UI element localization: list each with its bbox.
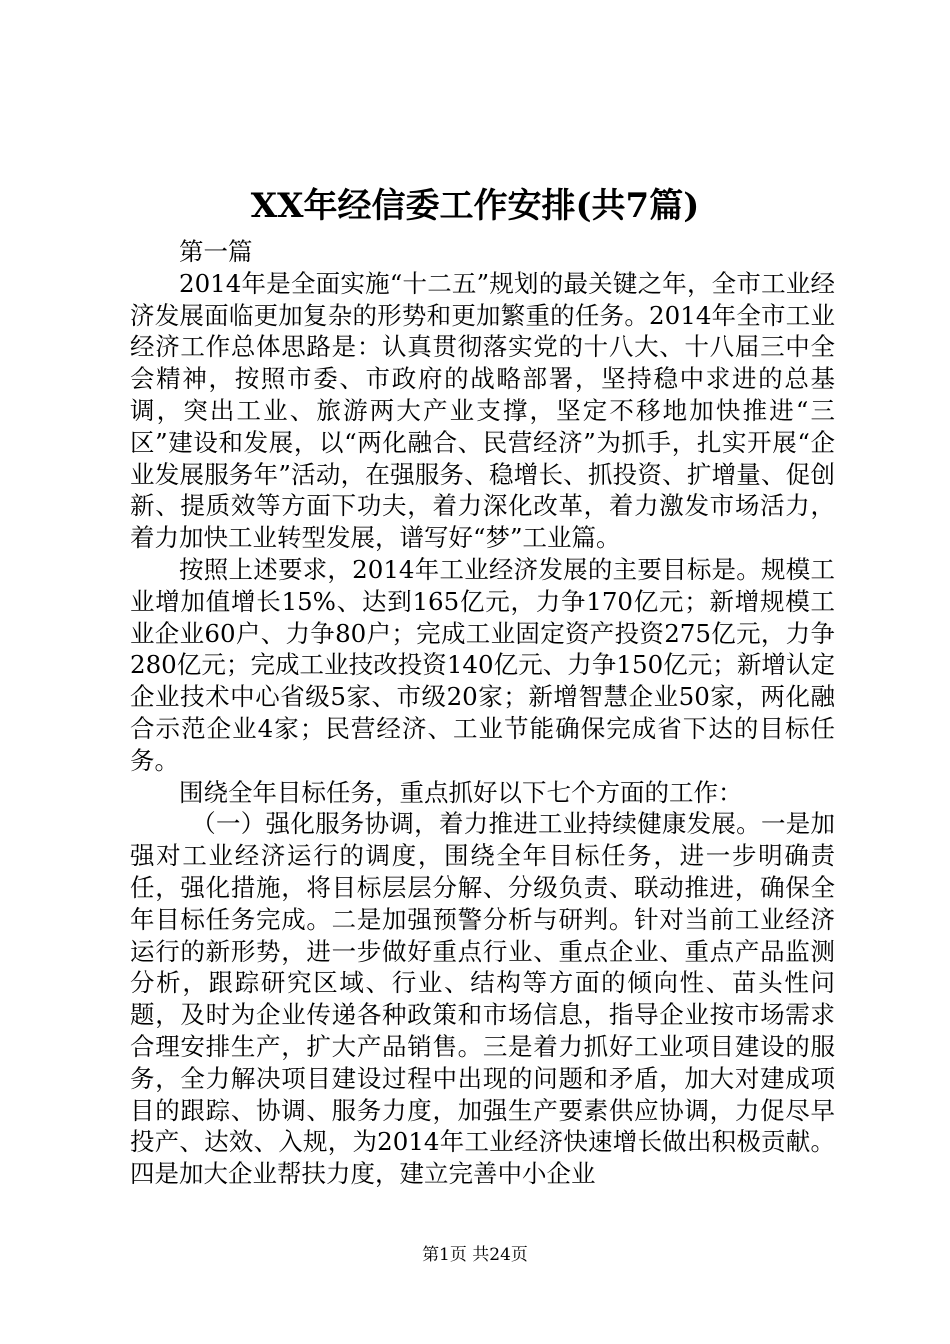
paragraph-item-one: （一）强化服务协调，着力推进工业持续健康发展。一是加强对工业经济运行的调度，围绕全年目标任务，进一步明确责任，强化措施，将目标层层分解、分级负责、联动推进，确保全年目标任务完成。二是加强预警分析与研判。针对当前工业经济运行的新形势，进一步做好重点行业、重点企业、重点产品监测分析，跟踪研究区域、行业、结构等方面的倾向性、苗头性问题，及时为企业传递各种政策和市场信息，指导企业按市场需求合理安排生产，扩大产品销售。三是着力抓好工业项目建设的服务，全力解决项目建设过程中出现的问题和矛盾，加大对建成项目的跟踪、协调、服务力度，加强生产要素供应协调，力促尽早投产、达效、入规，为2014年工业经济快速增长做出积极贡献。四是加大企业帮扶力度，建立完善中小企业 <box>130 809 835 1189</box>
page-number-footer: 第1页 共24页 <box>422 1245 528 1265</box>
section-heading: 第一篇 <box>179 237 253 266</box>
document-body <box>130 236 835 1190</box>
paragraph-work-intro: 围绕全年目标任务，重点抓好以下七个方面的工作： <box>179 777 743 807</box>
paragraph-overview: 2014年是全面实施“十二五”规划的最关键之年，全市工业经济发展面临更加复杂的形势和更加繁重的任务。2014年全市工业经济工作总体思路是：认真贯彻落实党的十八大、十八届三中全会精神，按照市委、市政府的战略部署，坚持稳中求进的总基调，突出工业、旅游两大产业支撑，坚定不移地加快推进“三区”建设和发展，以“两化融合、民营经济”为抓手，扎实开展“企业发展服务年”活动，在强服务、稳增长、抓投资、扩增量、促创新、提质效等方面下功夫，着力深化改革，着力激发市场活力，着力加快工业转型发展，谱写好“梦”工业篇。 <box>130 268 835 553</box>
document-title: XX年经信委工作安排(共7篇) <box>250 186 700 226</box>
paragraph-targets: 按照上述要求，2014年工业经济发展的主要目标是。规模工业增加值增长15%、达到165亿元，力争170亿元；新增规模工业企业60户、力争80户；完成工业固定资产投资275亿元，力争280亿元；完成工业技改投资140亿元、力争150亿元；新增认定企业技术中心省级5家、市级20家；新增智慧企业50家，两化融合示范企业4家；民营经济、工业节能确保完成省下达的目标任务。 <box>130 554 835 775</box>
